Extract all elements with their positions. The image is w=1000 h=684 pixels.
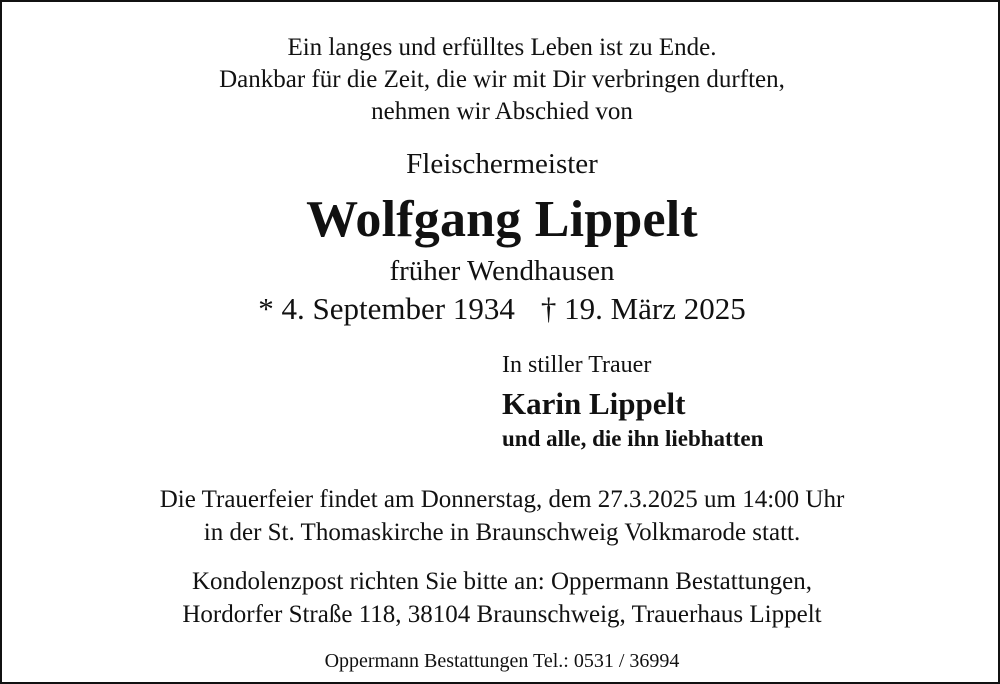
- intro-line-3: nehmen wir Abschied von: [371, 98, 633, 125]
- deceased-name: Wolfgang Lippelt: [306, 191, 698, 248]
- funeral-line-2: in der St. Thomaskirche in Braunschweig Volkmarode statt.: [203, 519, 801, 546]
- death-date: † 19. März 2025: [540, 291, 746, 326]
- mourner-name: Karin Lippelt: [502, 386, 686, 421]
- footer-contact: Oppermann Bestattungen Tel.: 0531 / 36994: [324, 650, 680, 672]
- funeral-line-1: Die Trauerfeier findet am Donnerstag, dem 27.3.2025 um 14:00 Uhr: [159, 486, 845, 513]
- intro-line-2: Dankbar für die Zeit, die wir mit Dir verbringen durften,: [219, 66, 785, 93]
- deceased-profession: Fleischermeister: [406, 148, 598, 180]
- former-residence: früher Wendhausen: [389, 255, 615, 287]
- intro-line-1: Ein langes und erfülltes Leben ist zu Ende.: [287, 34, 717, 61]
- life-dates: [2, 291, 1000, 327]
- condolence-line-1: Kondolenzpost richten Sie bitte an: Oppermann Bestattungen,: [192, 568, 812, 595]
- condolence-line-2: Hordorfer Straße 118, 38104 Braunschweig, Trauerhaus Lippelt: [182, 601, 822, 628]
- birth-date: * 4. September 1934: [258, 291, 515, 326]
- mourning-intro: In stiller Trauer: [502, 352, 652, 378]
- mourner-others: und alle, die ihn liebhatten: [502, 426, 764, 451]
